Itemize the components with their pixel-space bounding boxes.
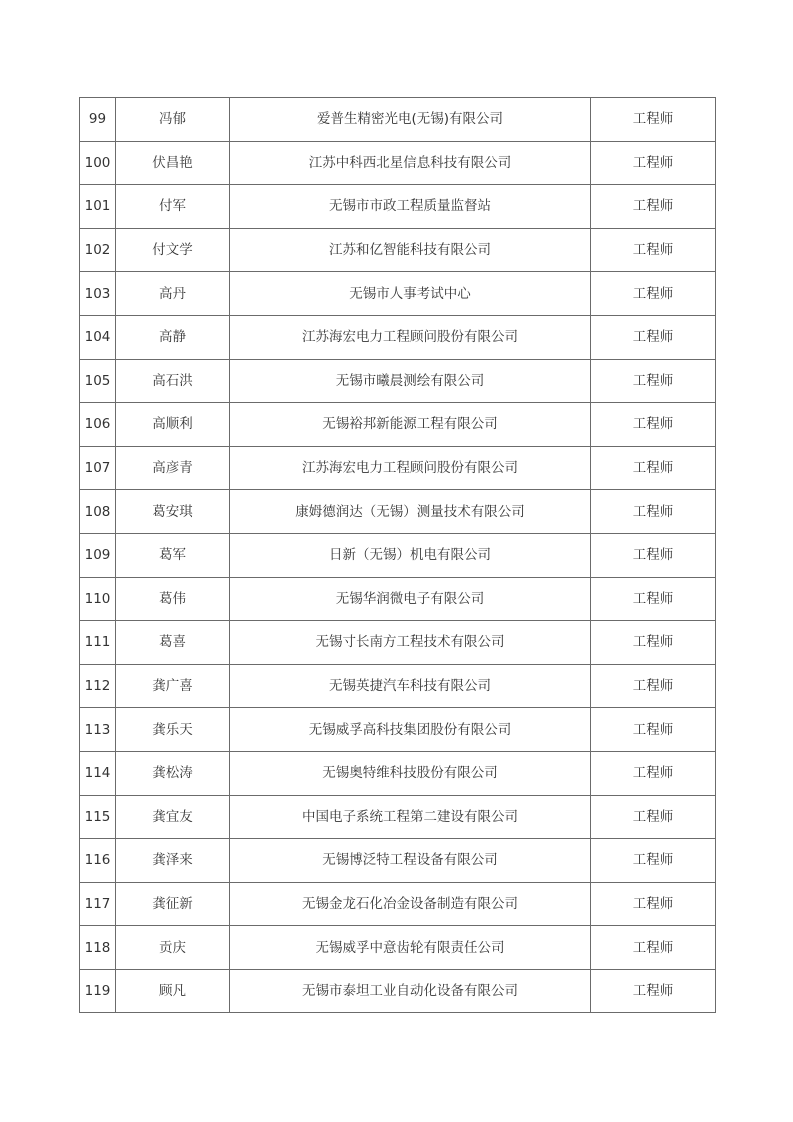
table-row <box>80 359 716 403</box>
person-name-cell: 高彦青 <box>116 446 230 490</box>
table-row <box>80 969 716 1013</box>
company-name-cell: 无锡裕邦新能源工程有限公司 <box>230 403 591 447</box>
company-name-cell: 江苏中科西北星信息科技有限公司 <box>230 141 591 185</box>
table-row <box>80 751 716 795</box>
table-row <box>80 533 716 577</box>
job-title-cell: 工程师 <box>591 403 716 447</box>
row-number-cell: 115 <box>80 795 116 839</box>
person-name-cell: 龚征新 <box>116 882 230 926</box>
row-number-cell: 106 <box>80 403 116 447</box>
person-name-cell: 高顺利 <box>116 403 230 447</box>
job-title-cell: 工程师 <box>591 533 716 577</box>
job-title-cell: 工程师 <box>591 664 716 708</box>
row-number-cell: 116 <box>80 839 116 883</box>
row-number-cell: 113 <box>80 708 116 752</box>
company-name-cell: 无锡博泛特工程设备有限公司 <box>230 839 591 883</box>
row-number-cell: 117 <box>80 882 116 926</box>
person-name-cell: 冯郁 <box>116 98 230 142</box>
person-name-cell: 高丹 <box>116 272 230 316</box>
company-name-cell: 无锡市曦晨测绘有限公司 <box>230 359 591 403</box>
table-row <box>80 446 716 490</box>
person-name-cell: 葛军 <box>116 533 230 577</box>
row-number-cell: 102 <box>80 228 116 272</box>
table-row <box>80 403 716 447</box>
row-number-cell: 108 <box>80 490 116 534</box>
row-number-cell: 111 <box>80 621 116 665</box>
job-title-cell: 工程师 <box>591 272 716 316</box>
job-title-cell: 工程师 <box>591 315 716 359</box>
company-name-cell: 中国电子系统工程第二建设有限公司 <box>230 795 591 839</box>
person-name-cell: 葛安琪 <box>116 490 230 534</box>
company-name-cell: 无锡市人事考试中心 <box>230 272 591 316</box>
company-name-cell: 江苏海宏电力工程顾问股份有限公司 <box>230 446 591 490</box>
table-row <box>80 315 716 359</box>
row-number-cell: 114 <box>80 751 116 795</box>
company-name-cell: 无锡威孚中意齿轮有限责任公司 <box>230 926 591 970</box>
row-number-cell: 100 <box>80 141 116 185</box>
row-number-cell: 105 <box>80 359 116 403</box>
company-name-cell: 日新（无锡）机电有限公司 <box>230 533 591 577</box>
table-row <box>80 185 716 229</box>
job-title-cell: 工程师 <box>591 228 716 272</box>
company-name-cell: 无锡奥特维科技股份有限公司 <box>230 751 591 795</box>
job-title-cell: 工程师 <box>591 446 716 490</box>
job-title-cell: 工程师 <box>591 926 716 970</box>
company-name-cell: 康姆德润达（无锡）测量技术有限公司 <box>230 490 591 534</box>
company-name-cell: 江苏海宏电力工程顾问股份有限公司 <box>230 315 591 359</box>
row-number-cell: 110 <box>80 577 116 621</box>
job-title-cell: 工程师 <box>591 185 716 229</box>
company-name-cell: 无锡寸长南方工程技术有限公司 <box>230 621 591 665</box>
person-name-cell: 高石洪 <box>116 359 230 403</box>
person-name-cell: 顾凡 <box>116 969 230 1013</box>
table-row <box>80 141 716 185</box>
row-number-cell: 103 <box>80 272 116 316</box>
company-name-cell: 无锡市泰坦工业自动化设备有限公司 <box>230 969 591 1013</box>
table-row <box>80 98 716 142</box>
person-name-cell: 龚宜友 <box>116 795 230 839</box>
table-row <box>80 490 716 534</box>
person-name-cell: 付军 <box>116 185 230 229</box>
person-name-cell: 龚松涛 <box>116 751 230 795</box>
table-row <box>80 708 716 752</box>
job-title-cell: 工程师 <box>591 839 716 883</box>
job-title-cell: 工程师 <box>591 751 716 795</box>
table-row <box>80 272 716 316</box>
table-row <box>80 839 716 883</box>
person-name-cell: 付文学 <box>116 228 230 272</box>
person-name-cell: 葛伟 <box>116 577 230 621</box>
table-row <box>80 882 716 926</box>
row-number-cell: 107 <box>80 446 116 490</box>
company-name-cell: 江苏和亿智能科技有限公司 <box>230 228 591 272</box>
person-name-cell: 龚泽来 <box>116 839 230 883</box>
person-name-cell: 贡庆 <box>116 926 230 970</box>
roster-table-body <box>80 98 716 1013</box>
row-number-cell: 101 <box>80 185 116 229</box>
table-row <box>80 926 716 970</box>
row-number-cell: 109 <box>80 533 116 577</box>
job-title-cell: 工程师 <box>591 708 716 752</box>
job-title-cell: 工程师 <box>591 490 716 534</box>
company-name-cell: 无锡威孚高科技集团股份有限公司 <box>230 708 591 752</box>
table-row <box>80 664 716 708</box>
job-title-cell: 工程师 <box>591 621 716 665</box>
job-title-cell: 工程师 <box>591 141 716 185</box>
row-number-cell: 112 <box>80 664 116 708</box>
job-title-cell: 工程师 <box>591 577 716 621</box>
row-number-cell: 119 <box>80 969 116 1013</box>
company-name-cell: 爱普生精密光电(无锡)有限公司 <box>230 98 591 142</box>
job-title-cell: 工程师 <box>591 969 716 1013</box>
roster-table <box>79 97 716 1013</box>
table-row <box>80 577 716 621</box>
company-name-cell: 无锡华润微电子有限公司 <box>230 577 591 621</box>
company-name-cell: 无锡金龙石化冶金设备制造有限公司 <box>230 882 591 926</box>
person-name-cell: 龚乐天 <box>116 708 230 752</box>
job-title-cell: 工程师 <box>591 882 716 926</box>
person-name-cell: 高静 <box>116 315 230 359</box>
job-title-cell: 工程师 <box>591 795 716 839</box>
job-title-cell: 工程师 <box>591 359 716 403</box>
company-name-cell: 无锡市市政工程质量监督站 <box>230 185 591 229</box>
table-row <box>80 795 716 839</box>
table-row <box>80 621 716 665</box>
company-name-cell: 无锡英捷汽车科技有限公司 <box>230 664 591 708</box>
table-row <box>80 228 716 272</box>
row-number-cell: 99 <box>80 98 116 142</box>
person-name-cell: 葛喜 <box>116 621 230 665</box>
job-title-cell: 工程师 <box>591 98 716 142</box>
row-number-cell: 118 <box>80 926 116 970</box>
person-name-cell: 伏昌艳 <box>116 141 230 185</box>
person-name-cell: 龚广喜 <box>116 664 230 708</box>
row-number-cell: 104 <box>80 315 116 359</box>
